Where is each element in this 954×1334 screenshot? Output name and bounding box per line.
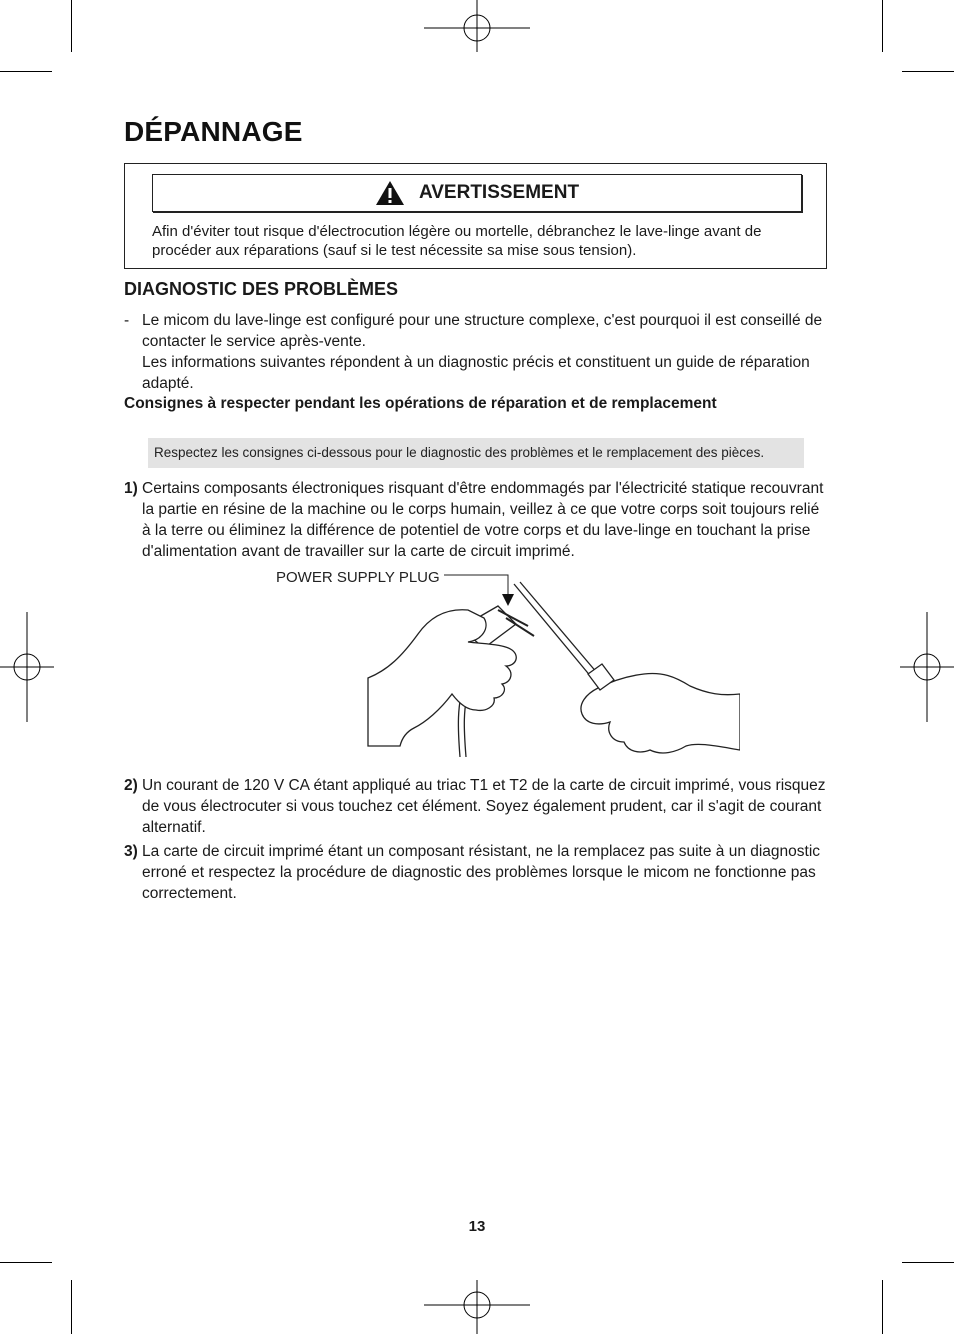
crop-mark bbox=[71, 0, 72, 52]
registration-mark-top bbox=[424, 0, 530, 52]
item-text: Certains composants électroniques risquant d'être endommagés par l'électricité statique recouvrant la partie en résine de la machine ou le corps humain, veillez à ce que votre corps soit toujours relié à la terre ou éliminez la différence de potentiel de votre corps et du lave-linge en touchant la prise d'alimentation avant de travailler sur la carte de circuit imprimé. bbox=[142, 480, 824, 560]
intro-line-1: Le micom du lave-linge est configuré pour une structure complexe, c'est pourquoi il est conseillé de contacter le service après-vente. bbox=[142, 312, 823, 350]
intro-line-2: Les informations suivantes répondent à un diagnostic précis et constituent un guide de réparation adapté. bbox=[142, 354, 810, 392]
intro-item bbox=[124, 310, 824, 394]
crop-mark bbox=[902, 71, 954, 72]
item-number: 1) bbox=[124, 480, 138, 497]
crop-mark bbox=[882, 0, 883, 52]
warning-box bbox=[124, 163, 827, 269]
warning-label: AVERTISSEMENT bbox=[418, 182, 580, 203]
note-band: Respectez les consignes ci-dessous pour le diagnostic des problèmes et le remplacement des pièces. bbox=[148, 438, 804, 468]
crop-mark bbox=[882, 1280, 883, 1334]
list-item bbox=[124, 841, 826, 904]
crop-mark bbox=[71, 1280, 72, 1334]
item-number: 3) bbox=[124, 843, 138, 860]
registration-mark-left bbox=[0, 612, 54, 722]
arrow-icon bbox=[502, 594, 514, 606]
item-text: Un courant de 120 V CA étant appliqué au triac T1 et T2 de la carte de circuit imprimé, vous risquez de vous électrocuter si vous touchez cet élément. Soyez également prudent, car il s'agit de courant alternatif. bbox=[142, 777, 826, 836]
power-plug-illustration bbox=[270, 562, 740, 762]
dash-marker: - bbox=[124, 312, 130, 329]
warning-text: Afin d'éviter tout risque d'électrocution légère ou mortelle, débranchez le lave-linge avant de procéder aux réparations (sauf si le test nécessite sa mise sous tension). bbox=[152, 223, 762, 259]
section-title: DIAGNOSTIC DES PROBLÈMES bbox=[124, 279, 399, 299]
crop-mark bbox=[0, 71, 52, 72]
registration-mark-bottom bbox=[424, 1280, 530, 1334]
warning-triangle-icon bbox=[375, 180, 405, 206]
item-text: La carte de circuit imprimé étant un composant résistant, ne la remplacez pas suite à un diagnostic erroné et respectez la procédure de diagnostic des problèmes lorsque le micom ne fonctionne pas correctement. bbox=[142, 843, 821, 902]
list-item bbox=[124, 478, 826, 562]
page-title: DÉPANNAGE bbox=[124, 116, 303, 147]
page-number: 13 bbox=[468, 1218, 486, 1235]
item-number: 2) bbox=[124, 777, 138, 794]
registration-mark-right bbox=[900, 612, 954, 722]
instructions-heading: Consignes à respecter pendant les opérations de réparation et de remplacement bbox=[124, 395, 717, 412]
crop-mark bbox=[902, 1262, 954, 1263]
list-item bbox=[124, 775, 826, 838]
illustration-label: POWER SUPPLY PLUG bbox=[276, 569, 440, 586]
warning-header bbox=[152, 174, 802, 212]
crop-mark bbox=[0, 1262, 52, 1263]
